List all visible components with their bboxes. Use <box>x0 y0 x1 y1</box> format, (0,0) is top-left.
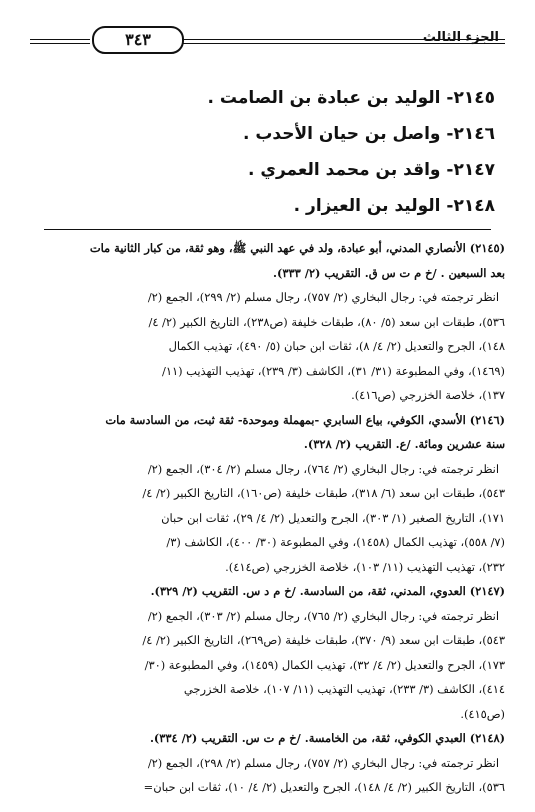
footnote-line: (ص٤١٥). <box>460 706 505 721</box>
footnote-line: (٢١٤٥) الأنصاري المدني، أبو عبادة، ولد في عهد النبي ﷺ، وهو ثقة، من كبار الثانية مات <box>89 241 505 255</box>
footnote-line: (٢١٤٦) الأسدي، الكوفي، بياع السابري -بمهملة وموحدة- ثقة ثبت، من السادسة مات <box>105 412 505 427</box>
narrator-entry: ٢١٤٧- واقد بن محمد العمري . <box>247 160 495 180</box>
footnote-line: ٥٤٣)، طبقات ابن سعد (٩/ ٣٧٠)، طبقات خليفة (ص٢٦٩)، التاريخ الكبير (٢/ ٤/ <box>142 633 505 647</box>
narrator-entry: ٢١٤٥- الوليد بن عبادة بن الصامت . <box>207 88 495 108</box>
footnotes <box>30 236 505 800</box>
footnote-line: (٢١٤٨) العبدي الكوفي، ثقة، من الخامسة. /خ م ت س. التقريب (٢/ ٣٣٤). <box>149 731 505 745</box>
footnote-line: ٥٣٦)، التاريخ الكبير (٢/ ٤/ ١٤٨)، الجرح والتعديل (٢/ ٤/ ١٠)، ثقات ابن حبان= <box>143 780 505 794</box>
footnote-line: سنة عشرين ومائة. /ع. التقريب (٢/ ٣٢٨). <box>303 437 505 451</box>
footnote-line: ٢٣٢)، تهذيب التهذيب (١١/ ١٠٣)، خلاصة الخزرجي (ص٤١٤). <box>225 559 505 574</box>
footnote-line: (٧/ ٥٥٨)، تهذيب الكمال (١٤٥٨)، وفي المطبوعة (٣٠/ ٤٠٠)، الكاشف (٣/ <box>166 535 505 549</box>
footnote-line: ١٧١)، التاريخ الصغير (١/ ٣٠٣)، الجرح والتعديل (٢/ ٤/ ٢٩)، ثقات ابن حبان <box>161 510 505 525</box>
narrator-entry: ٢١٤٨- الوليد بن العيزار . <box>293 196 495 216</box>
footnote-line: ١٤٨)، الجرح والتعديل (٢/ ٤/ ٨)، ثقات ابن حبان (٥/ ٤٩٠)، تهذيب الكمال <box>168 339 505 353</box>
running-title: الجزء الثالث <box>422 30 499 45</box>
page-number: ٣٤٣ <box>92 26 184 54</box>
page-header <box>30 26 505 62</box>
narrator-list <box>40 80 495 224</box>
footnote-line: انظر ترجمته في: رجال البخاري (٢/ ٧٦٥)، رجال مسلم (٢/ ٣٠٣)، الجمع (٢/ <box>147 608 499 623</box>
footnote-line: انظر ترجمته في: رجال البخاري (٢/ ٧٥٧)، رجال مسلم (٢/ ٢٩٩)، الجمع (٢/ <box>147 290 499 304</box>
footnote-line: ٥٣٦)، طبقات ابن سعد (٥/ ٨٠)، طبقات خليفة (ص٢٣٨)، التاريخ الكبير (٢/ ٤/ <box>148 314 505 329</box>
narrator-entry: ٢١٤٦- واصل بن حيان الأحدب . <box>242 124 495 144</box>
footnote-line: ١٣٧)، خلاصة الخزرجي (ص٤١٦). <box>351 388 505 402</box>
footnote-line: ١٧٣)، الجرح والتعديل (٢/ ٤/ ٣٢)، تهذيب الكمال (١٤٥٩)، وفي المطبوعة (٣٠/ <box>144 657 505 672</box>
footnote-line: ٥٤٣)، طبقات ابن سعد (٦/ ٣١٨)، طبقات خليفة (ص١٦٠)، التاريخ الكبير (٢/ ٤/ <box>142 486 505 500</box>
footnote-line: بعد السبعين . /خ م ت س ق. التقريب (٢/ ٣٣٣). <box>273 265 505 280</box>
footnote-line: انظر ترجمته في: رجال البخاري (٢/ ٧٥٧)، رجال مسلم (٢/ ٢٩٨)، الجمع (٢/ <box>147 755 499 770</box>
footnote-line: (٢١٤٧) العدوي، المدني، ثقة، من السادسة. /خ م د س. التقريب (٢/ ٣٢٩). <box>150 584 505 598</box>
footnote-line: (١٤٦٩)، وفي المطبوعة (٣١/ ٣١)، الكاشف (٣/ ٢٣٩)، تهذيب التهذيب (١١/ <box>162 363 505 378</box>
footnote-divider <box>44 229 491 230</box>
footnote-line: ٤١٤)، الكاشف (٣/ ٢٣٣)، تهذيب التهذيب (١١/ ١٠٧)، خلاصة الخزرجي <box>183 682 505 696</box>
footnote-line: انظر ترجمته في: رجال البخاري (٢/ ٧٦٤)، رجال مسلم (٢/ ٣٠٤)، الجمع (٢/ <box>147 461 499 476</box>
